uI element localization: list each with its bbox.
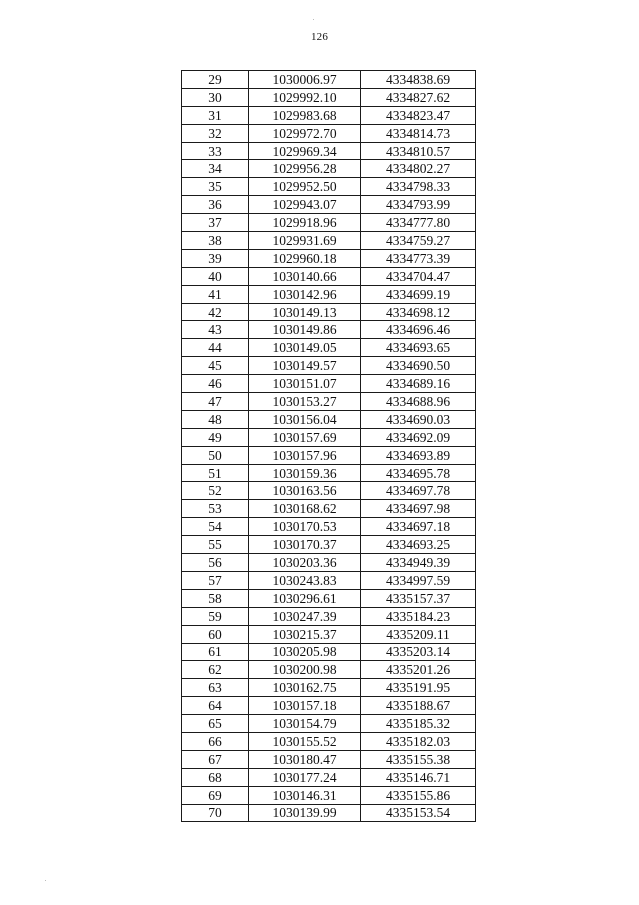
table-row [182, 106, 476, 124]
point-number-cell: 32 [182, 124, 249, 142]
point-number-cell: 39 [182, 249, 249, 267]
y-coordinate-cell: 4334838.69 [361, 71, 476, 89]
table-row [182, 214, 476, 232]
table-row [182, 249, 476, 267]
point-number-cell: 66 [182, 732, 249, 750]
x-coordinate-cell: 1030153.27 [249, 393, 361, 411]
y-coordinate-cell: 4335184.23 [361, 607, 476, 625]
table-row [182, 196, 476, 214]
y-coordinate-cell: 4334693.65 [361, 339, 476, 357]
scan-speck [313, 19, 314, 20]
point-number-cell: 56 [182, 554, 249, 572]
point-number-cell: 51 [182, 464, 249, 482]
table-row [182, 232, 476, 250]
x-coordinate-cell: 1030296.61 [249, 589, 361, 607]
y-coordinate-cell: 4334704.47 [361, 267, 476, 285]
coordinates-table [181, 70, 476, 822]
point-number-cell: 42 [182, 303, 249, 321]
table-row [182, 715, 476, 733]
x-coordinate-cell: 1030151.07 [249, 375, 361, 393]
y-coordinate-cell: 4335203.14 [361, 643, 476, 661]
point-number-cell: 49 [182, 428, 249, 446]
x-coordinate-cell: 1029972.70 [249, 124, 361, 142]
y-coordinate-cell: 4335155.86 [361, 786, 476, 804]
y-coordinate-cell: 4334697.78 [361, 482, 476, 500]
table-row [182, 786, 476, 804]
point-number-cell: 45 [182, 357, 249, 375]
y-coordinate-cell: 4335153.54 [361, 804, 476, 822]
point-number-cell: 61 [182, 643, 249, 661]
point-number-cell: 69 [182, 786, 249, 804]
table-row [182, 661, 476, 679]
y-coordinate-cell: 4335201.26 [361, 661, 476, 679]
y-coordinate-cell: 4334698.12 [361, 303, 476, 321]
x-coordinate-cell: 1029960.18 [249, 249, 361, 267]
y-coordinate-cell: 4335185.32 [361, 715, 476, 733]
x-coordinate-cell: 1030203.36 [249, 554, 361, 572]
x-coordinate-cell: 1029983.68 [249, 106, 361, 124]
table-row [182, 536, 476, 554]
x-coordinate-cell: 1029931.69 [249, 232, 361, 250]
x-coordinate-cell: 1030162.75 [249, 679, 361, 697]
page-number: 126 [310, 31, 329, 43]
x-coordinate-cell: 1030177.24 [249, 768, 361, 786]
y-coordinate-cell: 4334690.50 [361, 357, 476, 375]
x-coordinate-cell: 1030170.53 [249, 518, 361, 536]
table-row [182, 571, 476, 589]
x-coordinate-cell: 1030149.13 [249, 303, 361, 321]
y-coordinate-cell: 4335191.95 [361, 679, 476, 697]
x-coordinate-cell: 1030139.99 [249, 804, 361, 822]
y-coordinate-cell: 4334814.73 [361, 124, 476, 142]
point-number-cell: 63 [182, 679, 249, 697]
table-row [182, 750, 476, 768]
x-coordinate-cell: 1030180.47 [249, 750, 361, 768]
point-number-cell: 64 [182, 697, 249, 715]
table-row [182, 697, 476, 715]
y-coordinate-cell: 4334759.27 [361, 232, 476, 250]
y-coordinate-cell: 4334777.80 [361, 214, 476, 232]
point-number-cell: 67 [182, 750, 249, 768]
point-number-cell: 35 [182, 178, 249, 196]
y-coordinate-cell: 4334692.09 [361, 428, 476, 446]
x-coordinate-cell: 1030159.36 [249, 464, 361, 482]
x-coordinate-cell: 1030149.57 [249, 357, 361, 375]
y-coordinate-cell: 4334693.25 [361, 536, 476, 554]
x-coordinate-cell: 1030170.37 [249, 536, 361, 554]
point-number-cell: 29 [182, 71, 249, 89]
x-coordinate-cell: 1030215.37 [249, 625, 361, 643]
point-number-cell: 34 [182, 160, 249, 178]
x-coordinate-cell: 1030006.97 [249, 71, 361, 89]
y-coordinate-cell: 4334696.46 [361, 321, 476, 339]
table-row [182, 643, 476, 661]
y-coordinate-cell: 4334798.33 [361, 178, 476, 196]
coordinates-table-body [182, 71, 476, 822]
x-coordinate-cell: 1030140.66 [249, 267, 361, 285]
table-row [182, 357, 476, 375]
x-coordinate-cell: 1030168.62 [249, 500, 361, 518]
x-coordinate-cell: 1030157.96 [249, 446, 361, 464]
point-number-cell: 37 [182, 214, 249, 232]
point-number-cell: 52 [182, 482, 249, 500]
table-row [182, 482, 476, 500]
y-coordinate-cell: 4334697.18 [361, 518, 476, 536]
y-coordinate-cell: 4334689.16 [361, 375, 476, 393]
point-number-cell: 33 [182, 142, 249, 160]
table-row [182, 518, 476, 536]
point-number-cell: 60 [182, 625, 249, 643]
y-coordinate-cell: 4334827.62 [361, 88, 476, 106]
x-coordinate-cell: 1030149.05 [249, 339, 361, 357]
point-number-cell: 68 [182, 768, 249, 786]
y-coordinate-cell: 4335157.37 [361, 589, 476, 607]
y-coordinate-cell: 4334688.96 [361, 393, 476, 411]
point-number-cell: 38 [182, 232, 249, 250]
point-number-cell: 41 [182, 285, 249, 303]
table-row [182, 464, 476, 482]
y-coordinate-cell: 4334793.99 [361, 196, 476, 214]
x-coordinate-cell: 1029943.07 [249, 196, 361, 214]
table-row [182, 500, 476, 518]
x-coordinate-cell: 1030205.98 [249, 643, 361, 661]
y-coordinate-cell: 4334699.19 [361, 285, 476, 303]
point-number-cell: 36 [182, 196, 249, 214]
table-row [182, 178, 476, 196]
x-coordinate-cell: 1030156.04 [249, 410, 361, 428]
point-number-cell: 59 [182, 607, 249, 625]
point-number-cell: 30 [182, 88, 249, 106]
table-row [182, 607, 476, 625]
x-coordinate-cell: 1030146.31 [249, 786, 361, 804]
table-row [182, 446, 476, 464]
table-row [182, 339, 476, 357]
y-coordinate-cell: 4334997.59 [361, 571, 476, 589]
table-row [182, 679, 476, 697]
point-number-cell: 54 [182, 518, 249, 536]
y-coordinate-cell: 4335146.71 [361, 768, 476, 786]
y-coordinate-cell: 4334949.39 [361, 554, 476, 572]
point-number-cell: 48 [182, 410, 249, 428]
point-number-cell: 55 [182, 536, 249, 554]
x-coordinate-cell: 1029918.96 [249, 214, 361, 232]
y-coordinate-cell: 4334810.57 [361, 142, 476, 160]
table-row [182, 267, 476, 285]
point-number-cell: 65 [182, 715, 249, 733]
table-row [182, 71, 476, 89]
x-coordinate-cell: 1029992.10 [249, 88, 361, 106]
point-number-cell: 46 [182, 375, 249, 393]
x-coordinate-cell: 1030247.39 [249, 607, 361, 625]
table-row [182, 321, 476, 339]
table-row [182, 303, 476, 321]
table-row [182, 375, 476, 393]
table-row [182, 393, 476, 411]
point-number-cell: 70 [182, 804, 249, 822]
point-number-cell: 47 [182, 393, 249, 411]
table-row [182, 625, 476, 643]
table-row [182, 160, 476, 178]
y-coordinate-cell: 4334690.03 [361, 410, 476, 428]
point-number-cell: 57 [182, 571, 249, 589]
x-coordinate-cell: 1030154.79 [249, 715, 361, 733]
point-number-cell: 31 [182, 106, 249, 124]
point-number-cell: 53 [182, 500, 249, 518]
table-row [182, 804, 476, 822]
table-row [182, 589, 476, 607]
table-row [182, 88, 476, 106]
point-number-cell: 40 [182, 267, 249, 285]
x-coordinate-cell: 1030155.52 [249, 732, 361, 750]
table-row [182, 554, 476, 572]
point-number-cell: 62 [182, 661, 249, 679]
table-row [182, 428, 476, 446]
y-coordinate-cell: 4334697.98 [361, 500, 476, 518]
point-number-cell: 58 [182, 589, 249, 607]
table-row [182, 732, 476, 750]
point-number-cell: 44 [182, 339, 249, 357]
x-coordinate-cell: 1030142.96 [249, 285, 361, 303]
y-coordinate-cell: 4335182.03 [361, 732, 476, 750]
x-coordinate-cell: 1029956.28 [249, 160, 361, 178]
y-coordinate-cell: 4334773.39 [361, 249, 476, 267]
x-coordinate-cell: 1030243.83 [249, 571, 361, 589]
table-row [182, 124, 476, 142]
table-row [182, 142, 476, 160]
y-coordinate-cell: 4334693.89 [361, 446, 476, 464]
x-coordinate-cell: 1030157.69 [249, 428, 361, 446]
x-coordinate-cell: 1030200.98 [249, 661, 361, 679]
y-coordinate-cell: 4334802.27 [361, 160, 476, 178]
y-coordinate-cell: 4335188.67 [361, 697, 476, 715]
point-number-cell: 43 [182, 321, 249, 339]
y-coordinate-cell: 4335155.38 [361, 750, 476, 768]
x-coordinate-cell: 1030163.56 [249, 482, 361, 500]
table-row [182, 285, 476, 303]
x-coordinate-cell: 1029952.50 [249, 178, 361, 196]
y-coordinate-cell: 4334823.47 [361, 106, 476, 124]
x-coordinate-cell: 1030157.18 [249, 697, 361, 715]
point-number-cell: 50 [182, 446, 249, 464]
y-coordinate-cell: 4334695.78 [361, 464, 476, 482]
y-coordinate-cell: 4335209.11 [361, 625, 476, 643]
x-coordinate-cell: 1029969.34 [249, 142, 361, 160]
table-row [182, 768, 476, 786]
table-row [182, 410, 476, 428]
x-coordinate-cell: 1030149.86 [249, 321, 361, 339]
scan-speck [45, 880, 46, 881]
